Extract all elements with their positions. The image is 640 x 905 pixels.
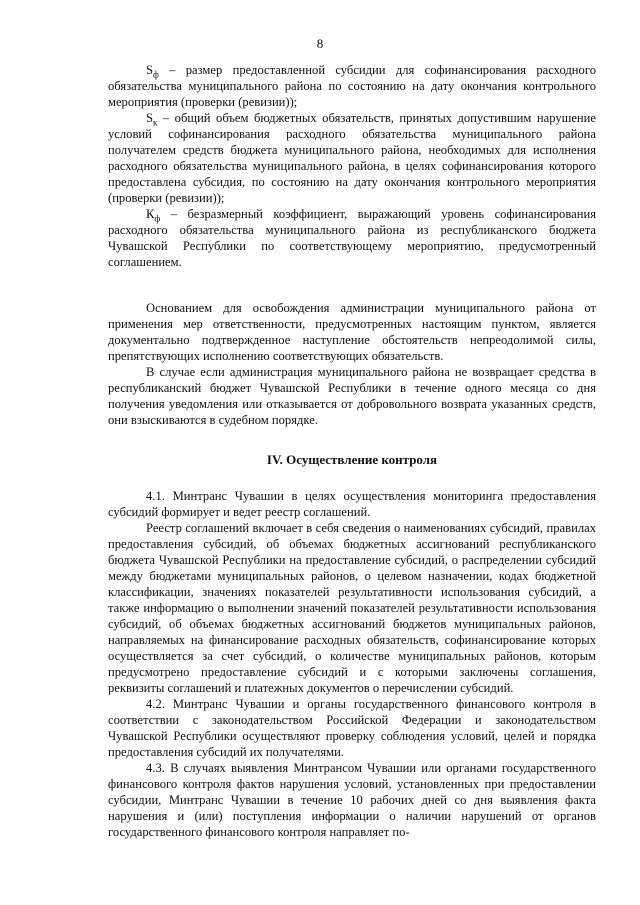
section-heading: IV. Осуществление контроля <box>266 452 438 467</box>
definition-text: – размер предоставленной субсидии для софинансирования расходного обязательства муниципального района по состоянию на дату окончания контрольного мероприятия (проверки (ревизии)); <box>108 63 596 109</box>
definition-s-k <box>108 110 596 206</box>
definition-subscript: ф <box>153 69 159 80</box>
paragraph-recovery: В случае если администрация муниципального района не возвращает средства в республиканский бюджет Чувашской Республики в течение одного месяца со дня получения уведомления или отказывается от добровольного возврата указанных средств, они взыскиваются в судебном порядке. <box>108 365 596 427</box>
page-number: 8 <box>316 36 324 51</box>
definition-k-f <box>108 206 596 270</box>
paragraph-spacer <box>108 270 596 300</box>
definition-text: – общий объем бюджетных обязательств, принятых допустившим нарушение условий софинансирования расходного обязательства муниципального района получателем средств бюджета муниципального района, необходимых для исполнения расходного обязательства муниципального района, в целях софинансирования которого предоставлена субсидия, по состоянию на дату окончания контрольного мероприятия (проверки (ревизии)); <box>108 111 596 205</box>
definition-symbol: S <box>146 63 154 77</box>
definition-subscript: к <box>153 117 158 128</box>
definition-subscript: ф <box>154 213 161 224</box>
paragraph-force-majeure: Основанием для освобождения администрации муниципального района от применения мер ответственности, предусмотренных настоящим пунктом, является документально подтвержденное наступление обстоятельств непреодолимой силы, препятствующих исполнению соответствующих обязательств. <box>108 301 596 363</box>
paragraph-4-1: 4.1. Минтранс Чувашии в целях осуществления мониторинга предоставления субсидий формирует и ведет реестр соглашений. <box>108 489 596 519</box>
definition-text: – безразмерный коэффициент, выражающий уровень софинансирования расходного обязательства муниципального района из республиканского бюджета Чувашской Республики по соответствующему мероприятию, предусмотренный соглашением. <box>108 207 596 269</box>
definition-symbol: К <box>146 207 155 221</box>
paragraph-4-3: 4.3. В случаях выявления Минтрансом Чувашии или органами государственного финансового контроля фактов нарушения условий, установленных при предоставлении субсидии, Минтранс Чувашии в течение 10 рабочих дней со дня выявления факта нарушения и (или) поступления информации о наличии нарушений от органов государственного финансового контроля направляет по- <box>108 761 596 839</box>
definition-s-f <box>108 62 596 110</box>
definition-symbol: S <box>146 111 154 125</box>
paragraph-4-2: 4.2. Минтранс Чувашии и органы государственного финансового контроля в соответствии с законодательством Российской Федерации и законодательством Чувашской Республики осуществляют проверку соблюдения условий, целей и порядка предоставления субсидий их получателями. <box>108 697 596 759</box>
document-body <box>108 62 596 840</box>
paragraph-registry: Реестр соглашений включает в себя сведения о наименованиях субсидий, правилах предоставления субсидий, об объемах бюджетных ассигнований республиканского бюджета Чувашской Республики на предоставление субсидий, о распределении субсидий между бюджетами муниципальных районов, о целевом назначении, кодах бюджетной классификации, значениях показателей результативности использования субсидий, а также информацию о выполнении значений показателей результативности использования субсидий, об объемах бюджетных ассигнований бюджетов муниципальных районов, направляемых на финансирование расходных обязательств, софинансирование которых осуществляется за счет субсидий, о количестве муниципальных районов, которым предусмотрено предоставление субсидий и с которыми заключены соглашения, реквизиты соглашений и платежных документов о перечислении субсидий. <box>108 521 596 695</box>
